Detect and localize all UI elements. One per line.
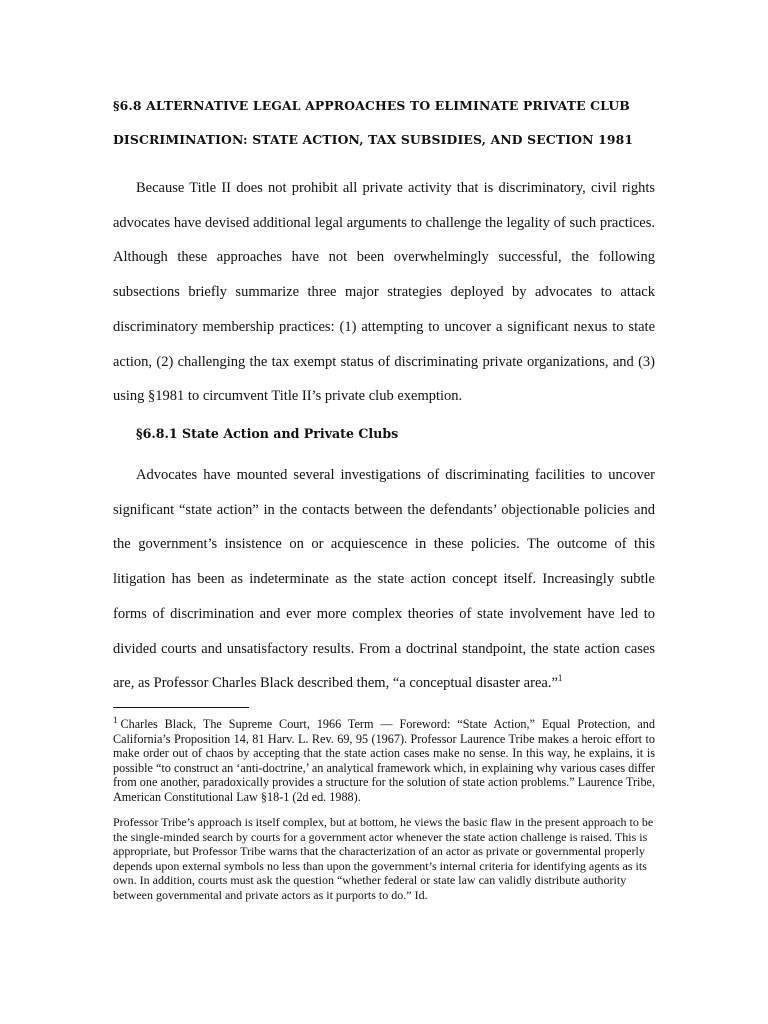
body-paragraph-state-action-text: Advocates have mounted several investigations of discriminating facilities to uncover significant “state action” in the contacts between the defendants’ objectionable policies and the government’s insistence on or acquiescence in these policies. The outcome of this litigation has been as indeterminate as the state action concept itself. Increasingly subtle forms of discrimination and ever more complex theories of state involvement have led to divided courts and unsatisfactory results. From a doctrinal standpoint, the state action cases are, as Professor Charles Black described them, “a conceptual disaster area.” [113, 467, 655, 692]
subsection-heading: §6.8.1 State Action and Private Clubs [136, 426, 399, 441]
section-heading: §6.8 ALTERNATIVE LEGAL APPROACHES TO ELIMINATE PRIVATE CLUB DISCRIMINATION: STATE ACTION, TAX SUBSIDIES, AND SECTION 1981 [113, 98, 634, 147]
body-paragraph-state-action [113, 458, 655, 701]
body-paragraph-intro-text: Because Title II does not prohibit all private activity that is discriminatory, civil rights advocates have devised additional legal arguments to challenge the legality of such practices. Although these approaches have not been overwhelmingly successful, the following subsections briefly summarize three major strategies deployed by advocates to attack discriminatory membership practices: (1) attempting to uncover a significant nexus to state action, (2) challenging the tax exempt status of discriminating private organizations, and (3) using §1981 to circumvent Title II’s private club exemption. [113, 180, 655, 405]
footnote-separator [113, 707, 249, 708]
footnote-1 [113, 714, 655, 805]
footnote-1-continued-text: Professor Tribe’s approach is itself complex, but at bottom, he views the basic flaw in the present approach to be the single-minded search by courts for a government actor whenever the state action challenge is raised. This is appropriate, but Professor Tribe warns that the characterization of an actor as private or governmental properly depends upon external symbols no less than upon the government’s internal criteria for identifying agents as its own. In addition, courts must ask the question “whether federal or state law can validly distribute authority between governmental and private actors as it purports to do.” Id. [113, 815, 654, 902]
footnote-reference[interactable]: 1 [557, 673, 563, 684]
footnote-1-continued [113, 815, 655, 903]
footnote-1-marker: 1 [113, 714, 118, 725]
body-paragraph-intro [113, 171, 655, 414]
footnote-1-text: Charles Black, The Supreme Court, 1966 Term — Foreword: “State Action,” Equal Protection, and California’s Proposition 14, 81 Harv. L. Rev. 69, 95 (1967). Professor Laurence Tribe makes a heroic effort to make order out of chaos by accepting that the state action cases make no sense. In this way, he explains, it is possible “to construct an ‘anti-doctrine,’ an analytical framework which, in explaining why various cases differ from one another, paradoxically provides a structure for the solution of state action problems.” Laurence Tribe, American Constitutional Law §18-1 (2d ed. 1988). [113, 717, 655, 804]
